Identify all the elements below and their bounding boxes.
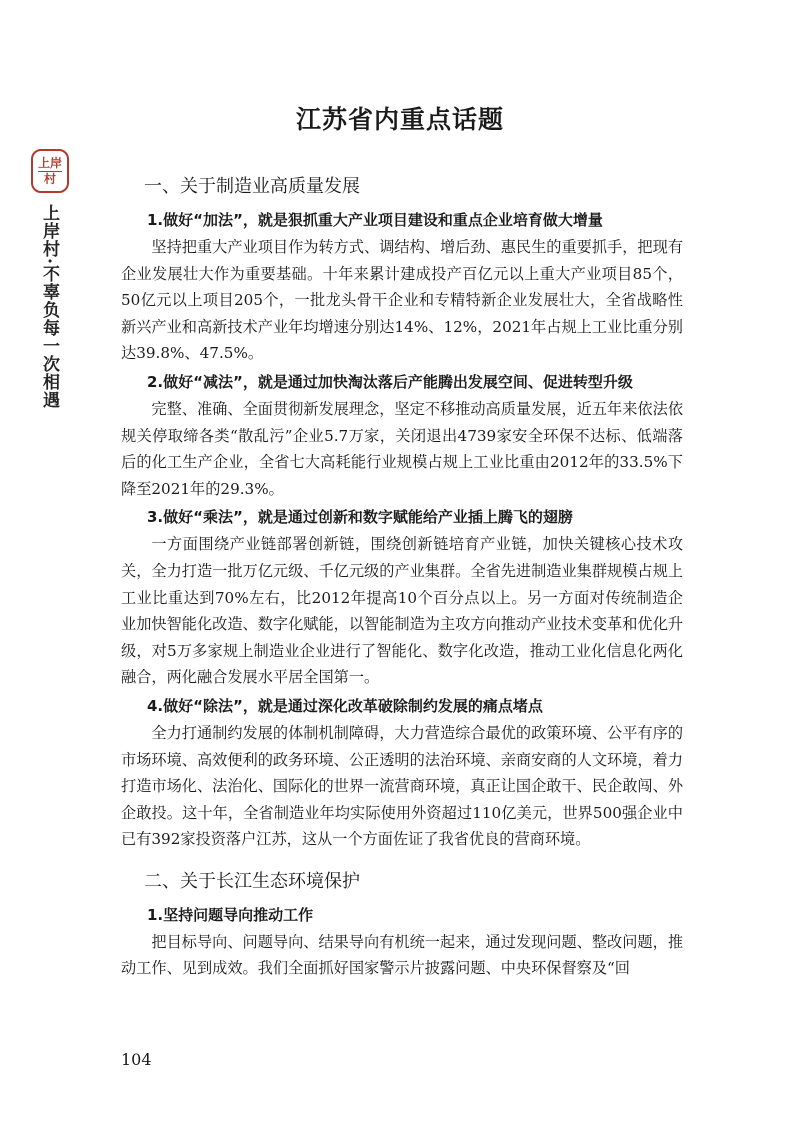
subsection-heading: 4.做好“除法”，就是通过深化改革破除制约发展的痛点堵点	[147, 696, 543, 715]
body-paragraph: 把目标导向、问题导向、结果导向有机统一起来，通过发现问题、整改问题，推动工作、见到成效。我们全面抓好国家警示片披露问题、中央环保督察及“回	[121, 932, 683, 978]
page-number: 104	[121, 1050, 152, 1069]
body-paragraph: 一方面围绕产业链部署创新链，围绕创新链培育产业链，加快关键核心技术攻关，全力打造一批万亿元级、千亿元级的产业集群。全省先进制造业集群规模占规上工业比重达到70%左右，比2012年提高10个百分点以上。另一方面对传统制造企业加快智能化改造、数字化赋能，以智能制造为主攻方向推动产业技术变革和优化升级，对5万多家规上制造业企业进行了智能化、数字化改造，推动工业化信息化两化融合，两化融合发展水平居全国第一。	[121, 535, 683, 687]
subsection-heading: 1.做好“加法”，就是狠抓重大产业项目建设和重点企业培育做大增量	[147, 211, 603, 229]
body-paragraph: 完整、准确、全面贯彻新发展理念，坚定不移推动高质量发展，近五年来依法依规关停取缔各类“散乱污”企业5.7万家，关闭退出4739家安全环保不达标、低端落后的化工生产企业，全省七大高耗能行业规模占规上工业比重由2012年的33.5%下降至2021年的29.3%。	[121, 399, 683, 498]
subsection-heading: 2.做好“减法”，就是通过加快淘汰落后产能腾出发展空间、促进转型升级	[147, 372, 633, 391]
body-paragraph: 坚持把重大产业项目作为转方式、调结构、增后劲、惠民生的重要抓手，把现有企业发展壮大作为重要基础。十年来累计建成投产百亿元以上重大产业项目85个，50亿元以上项目205个，一批龙头骨干企业和专精特新企业发展壮大，全省战略性新兴产业和高新技术产业年均增速分别达14%、12%，2021年占规上工业比重分别达39.8%、47.5%。	[121, 238, 683, 363]
seal-text-bottom: 村	[43, 171, 56, 186]
section-yangtze-ecology	[121, 867, 683, 982]
brand-seal-logo	[31, 149, 69, 193]
vertical-slogan: 上岸村·不辜负每一次相遇	[39, 204, 59, 409]
section-manufacturing	[121, 172, 683, 853]
subsection-heading: 3.做好“乘法”，就是通过创新和数字赋能给产业插上腾飞的翅膀	[147, 508, 573, 527]
page-title: 江苏省内重点话题	[295, 105, 504, 134]
document-body	[121, 168, 683, 982]
seal-text-top: 上岸	[37, 155, 62, 170]
body-paragraph: 全力打通制约发展的体制机制障碍，大力营造综合最优的政策环境、公平有序的市场环境、高效便利的政务环境、公正透明的法治环境、亲商安商的人文环境，着力打造市场化、法治化、国际化的世界一流营商环境，真正让国企敢干、民企敢闯、外企敢投。这十年，全省制造业年均实际使用外资超过110亿美元，世界500强企业中已有392家投资落户江苏，这从一个方面佐证了我省优良的营商环境。	[121, 723, 683, 849]
subsection-heading: 1.坚持问题导向推动工作	[147, 905, 314, 924]
section-heading: 一、关于制造业高质量发展	[144, 176, 360, 197]
section-heading: 二、关于长江生态环境保护	[144, 870, 360, 892]
